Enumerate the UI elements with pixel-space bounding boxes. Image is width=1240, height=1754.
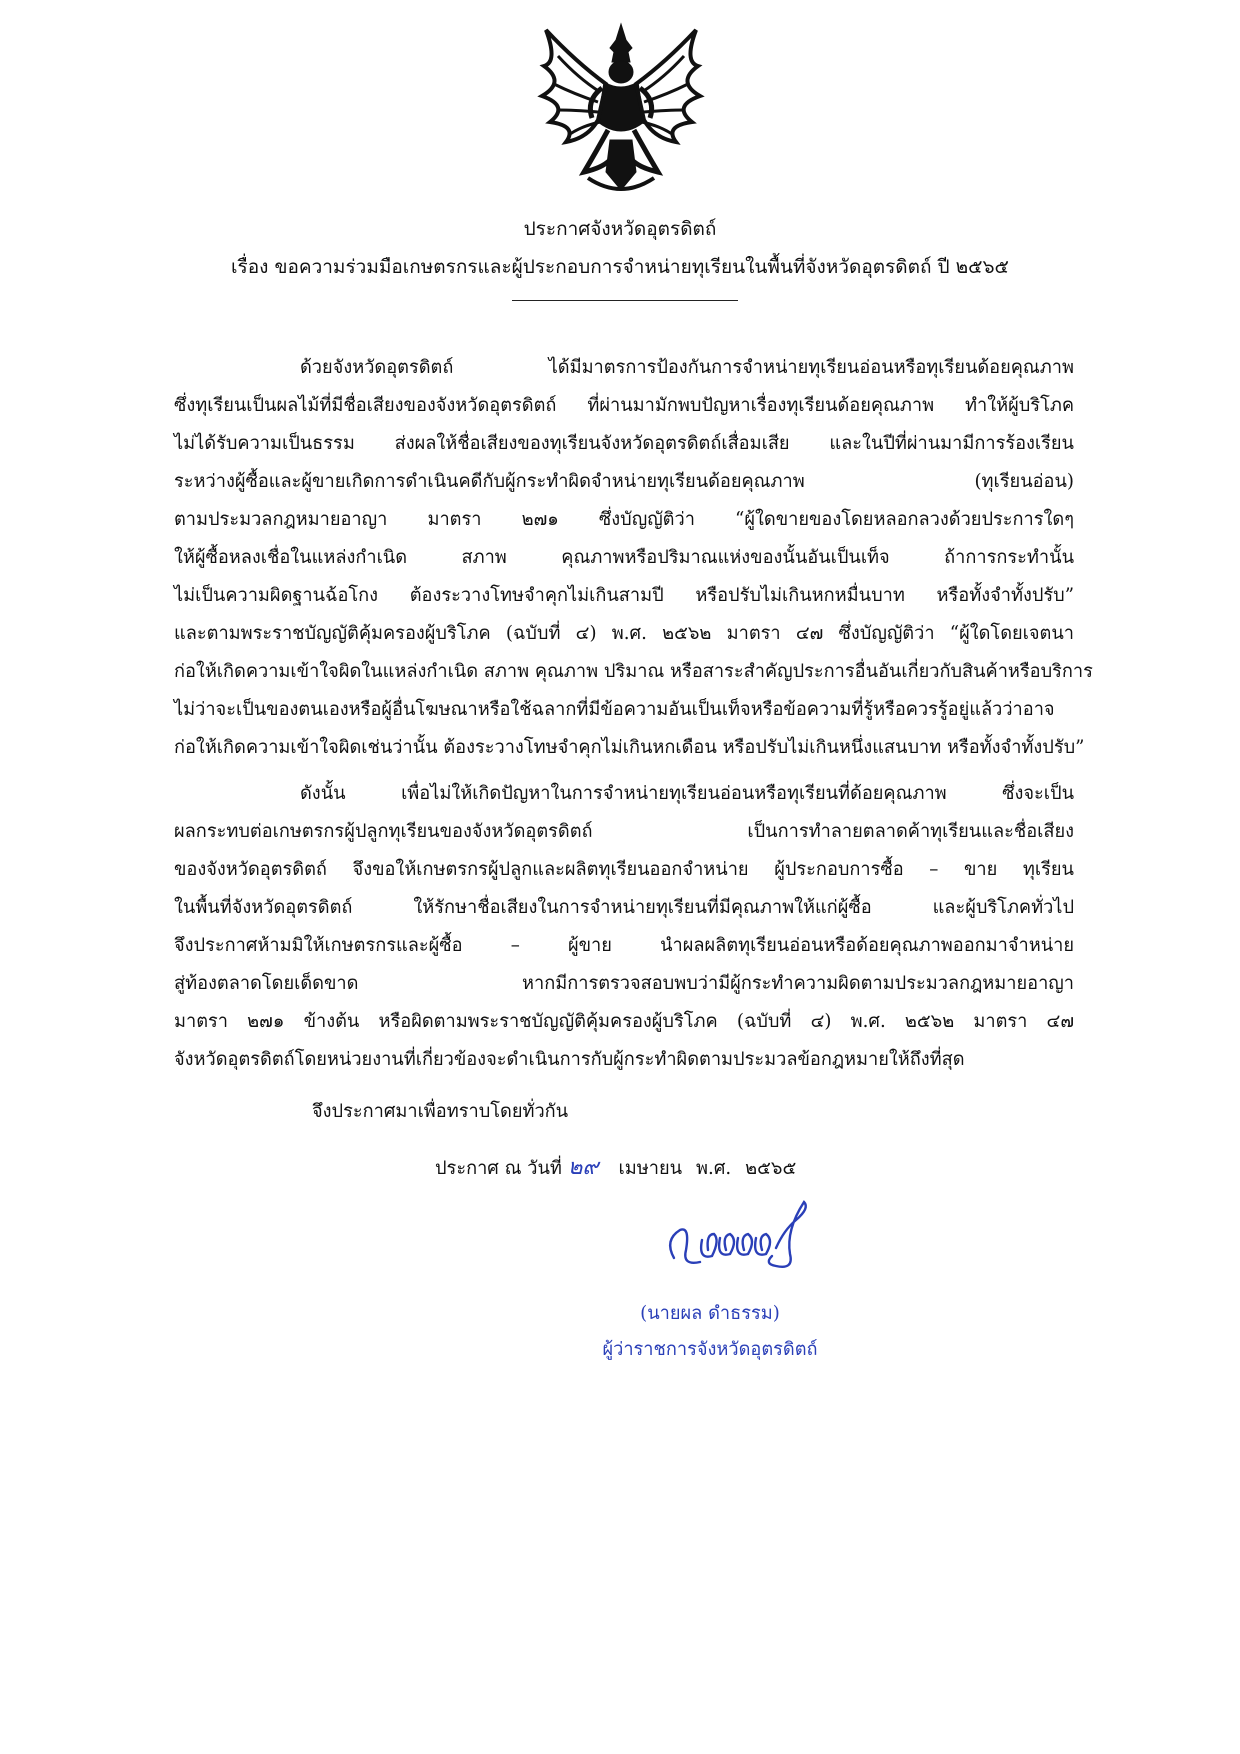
body-line: ระหว่างผู้ซื้อและผู้ขายเกิดการดำเนินคดีกับผู้กระทำผิดจำหน่ายทุเรียนด้อยคุณภาพ (ทุเรียนอ่อน) — [174, 471, 1074, 492]
announcement-subject: เรื่อง ขอความร่วมมือเกษตรกรและผู้ประกอบการจำหน่ายทุเรียนในพื้นที่จังหวัดอุตรดิตถ์ ปี ๒๕๖๕ — [231, 256, 1009, 278]
signatory-name: (นายผล ดำธรรม) — [640, 1303, 780, 1324]
body-line: ตามประมวลกฎหมายอาญา มาตรา ๒๗๑ ซึ่งบัญญัติว่า “ผู้ใดขายของโดยหลอกลวงด้วยประการใดๆ — [174, 509, 1074, 530]
body-line: และตามพระราชบัญญัติคุ้มครองผู้บริโภค (ฉบับที่ ๔) พ.ศ. ๒๕๖๒ มาตรา ๔๗ ซึ่งบัญญัติว่า “ผู้ใดโดยเจตนา — [174, 623, 1074, 644]
date-month: เมษายน — [618, 1158, 683, 1179]
garuda-emblem-icon — [536, 22, 706, 200]
body-line: มาตรา ๒๗๑ ข้างต้น หรือผิดตามพระราชบัญญัติคุ้มครองผู้บริโภค (ฉบับที่ ๔) พ.ศ. ๒๕๖๒ มาตรา ๔๗ — [174, 1011, 1074, 1032]
date-year: ๒๕๖๕ — [745, 1158, 797, 1179]
body-line: ด้วยจังหวัดอุตรดิตถ์ ได้มีมาตรการป้องกันการจำหน่ายทุเรียนอ่อนหรือทุเรียนด้อยคุณภาพ — [300, 357, 1074, 378]
announcement-date — [435, 1154, 796, 1183]
title-divider — [512, 300, 738, 301]
body-line: ไม่เป็นความผิดฐานฉ้อโกง ต้องระวางโทษจำคุกไม่เกินสามปี หรือปรับไม่เกินหกหมื่นบาท หรือทั้งจำทั้งปรับ” — [174, 585, 1074, 606]
body-line: จังหวัดอุตรดิตถ์โดยหน่วยงานที่เกี่ยวข้องจะดำเนินการกับผู้กระทำผิดตามประมวลข้อกฎหมายให้ถึงที่สุด — [174, 1049, 965, 1070]
body-line: ไม่ได้รับความเป็นธรรม ส่งผลให้ชื่อเสียงของทุเรียนจังหวัดอุตรดิตถ์เสื่อมเสีย และในปีที่ผ่านมามีการร้องเรียน — [174, 433, 1074, 454]
date-prefix: ประกาศ ณ วันที่ — [435, 1158, 562, 1179]
date-day: ๒๙ — [567, 1155, 599, 1180]
body-line: ก่อให้เกิดความเข้าใจผิดเช่นว่านั้น ต้องระวางโทษจำคุกไม่เกินหกเดือน หรือปรับไม่เกินหนึ่งแสนบาท หรือทั้งจำทั้งปรับ” — [174, 737, 1085, 758]
date-era: พ.ศ. — [696, 1158, 732, 1179]
body-line: ก่อให้เกิดความเข้าใจผิดในแหล่งกำเนิด สภาพ คุณภาพ ปริมาณ หรือสาระสำคัญประการอื่นอันเกี่ยวกับสินค้าหรือบริการ — [174, 661, 1093, 682]
body-line: ของจังหวัดอุตรดิตถ์ จึงขอให้เกษตรกรผู้ปลูกและผลิตทุเรียนออกจำหน่าย ผู้ประกอบการซื้อ – ขาย ทุเรียน — [174, 859, 1074, 880]
closing-statement: จึงประกาศมาเพื่อทราบโดยทั่วกัน — [312, 1101, 569, 1122]
body-line: ผลกระทบต่อเกษตรกรผู้ปลูกทุเรียนของจังหวัดอุตรดิตถ์ เป็นการทำลายตลาดค้าทุเรียนและชื่อเสียง — [174, 821, 1074, 842]
body-line: ในพื้นที่จังหวัดอุตรดิตถ์ ให้รักษาชื่อเสียงในการจำหน่ายทุเรียนที่มีคุณภาพให้แก่ผู้ซื้อ และผู้บริโภคทั่วไป — [174, 897, 1074, 918]
signatory-position: ผู้ว่าราชการจังหวัดอุตรดิตถ์ — [602, 1339, 818, 1360]
body-line: ซึ่งทุเรียนเป็นผลไม้ที่มีชื่อเสียงของจังหวัดอุตรดิตถ์ ที่ผ่านมามักพบปัญหาเรื่องทุเรียนด้อยคุณภาพ ทำให้ผู้บริโภค — [174, 395, 1074, 416]
body-line: จึงประกาศห้ามมิให้เกษตรกรและผู้ซื้อ – ผู้ขาย นำผลผลิตทุเรียนอ่อนหรือด้อยคุณภาพออกมาจำหน่าย — [174, 935, 1074, 956]
body-line: สู่ท้องตลาดโดยเด็ดขาด หากมีการตรวจสอบพบว่ามีผู้กระทำความผิดตามประมวลกฎหมายอาญา — [174, 973, 1074, 994]
announcement-title: ประกาศจังหวัดอุตรดิตถ์ — [523, 218, 717, 240]
body-line: ไม่ว่าจะเป็นของตนเองหรือผู้อื่นโฆษณาหรือใช้ฉลากที่มีข้อความอันเป็นเท็จหรือข้อความที่รู้หรือควรรู้อยู่แล้วว่าอาจ — [174, 699, 1055, 720]
body-line: ให้ผู้ซื้อหลงเชื่อในแหล่งกำเนิด สภาพ คุณภาพหรือปริมาณแห่งของนั้นอันเป็นเท็จ ถ้าการกระทำนั้น — [174, 547, 1074, 568]
body-line: ดังนั้น เพื่อไม่ให้เกิดปัญหาในการจำหน่ายทุเรียนอ่อนหรือทุเรียนที่ด้อยคุณภาพ ซึ่งจะเป็น — [300, 783, 1074, 804]
handwritten-signature-icon — [660, 1200, 830, 1280]
